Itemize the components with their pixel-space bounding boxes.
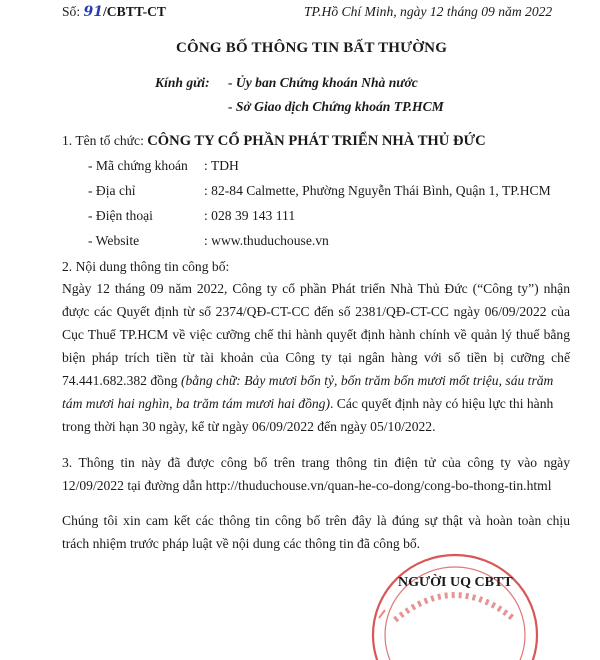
place-date: TP.Hồ Chí Minh, ngày 12 tháng 09 năm 2022 (304, 4, 553, 19)
phone-label: - Điện thoại (88, 208, 153, 223)
website-label: - Website (88, 233, 140, 248)
stock-code-value: : TDH (204, 158, 239, 173)
org-heading (62, 132, 486, 150)
reference-number (62, 3, 166, 21)
effectivity-text: . Các quyết định này có hiệu lực thi hành (330, 396, 554, 411)
website-value: : www.thuduchouse.vn (204, 233, 329, 248)
ref-suffix: /CBTT-CT (103, 4, 166, 19)
recipient-item: - Ủy ban Chứng khoán Nhà nước (228, 75, 418, 90)
ref-prefix: Số: (62, 4, 84, 19)
section3-line: 3. Thông tin này đã được công bố trên trang thông tin điện tử của công ty vào ngày (62, 455, 570, 470)
commitment-line: trách nhiệm trước pháp luật về nội dung các thông tin đã công bố. (62, 536, 421, 551)
section2-line: Cục Thuế TP.HCM về việc cưỡng chế thi hành quyết định hành chính về quản lý thuế bằng (62, 327, 570, 342)
address-value: : 82-84 Calmette, Phường Nguyễn Thái Bình, Quận 1, TP.HCM (204, 183, 551, 198)
section3-line: 12/09/2022 tại đường dẫn http://thuduchouse.vn/quan-he-co-dong/cong-bo-thong-tin.html (62, 478, 552, 493)
section2-line: biện pháp trích tiền từ tài khoản của Công ty tại ngân hàng với số tiền bị cưỡng chế (62, 350, 570, 365)
section2-line: được các Quyết định từ số 2374/QĐ-CT-CC đến số 2381/QĐ-CT-CC ngày 06/09/2022 của (62, 304, 570, 319)
stock-code-label: - Mã chứng khoán (88, 158, 188, 173)
company-stamp (355, 540, 555, 660)
org-heading-prefix: 1. Tên tổ chức: (62, 133, 148, 148)
section2-line: trong thời hạn 30 ngày, kể từ ngày 06/09/2022 đến ngày 05/10/2022. (62, 419, 436, 434)
recipients-label: Kính gửi: (155, 75, 210, 90)
amount-words-cont: tám mươi hai nghìn, ba trăm tám mươi hai đồng) (62, 396, 330, 411)
recipient-item: - Sở Giao dịch Chứng khoán TP.HCM (228, 99, 444, 114)
commitment-line: Chúng tôi xin cam kết các thông tin công bố trên đây là đúng sự thật và hoàn toàn chịu (62, 513, 570, 528)
handwritten-ref-number: 91 (83, 4, 104, 20)
amount-number: 74.441.682.382 đồng (62, 373, 181, 388)
org-name: CÔNG TY CỔ PHẦN PHÁT TRIỂN NHÀ THỦ ĐỨC (147, 133, 486, 149)
section2-line: Ngày 12 tháng 09 năm 2022, Công ty cổ phần Phát triển Nhà Thủ Đức (“Công ty”) nhận (62, 281, 570, 296)
phone-value: : 028 39 143 111 (204, 208, 296, 223)
section2-line (62, 395, 553, 413)
section2-line (62, 372, 553, 390)
section2-heading: 2. Nội dung thông tin công bố: (62, 259, 230, 274)
address-label: - Địa chỉ (88, 183, 136, 198)
signatory-title: NGƯỜI UQ CBTT (398, 575, 513, 590)
amount-words: (bằng chữ: Bảy mươi bốn tỷ, bốn trăm bốn mươi mốt triệu, sáu trăm (180, 373, 554, 388)
document-title: CÔNG BỐ THÔNG TIN BẤT THƯỜNG (176, 40, 448, 56)
